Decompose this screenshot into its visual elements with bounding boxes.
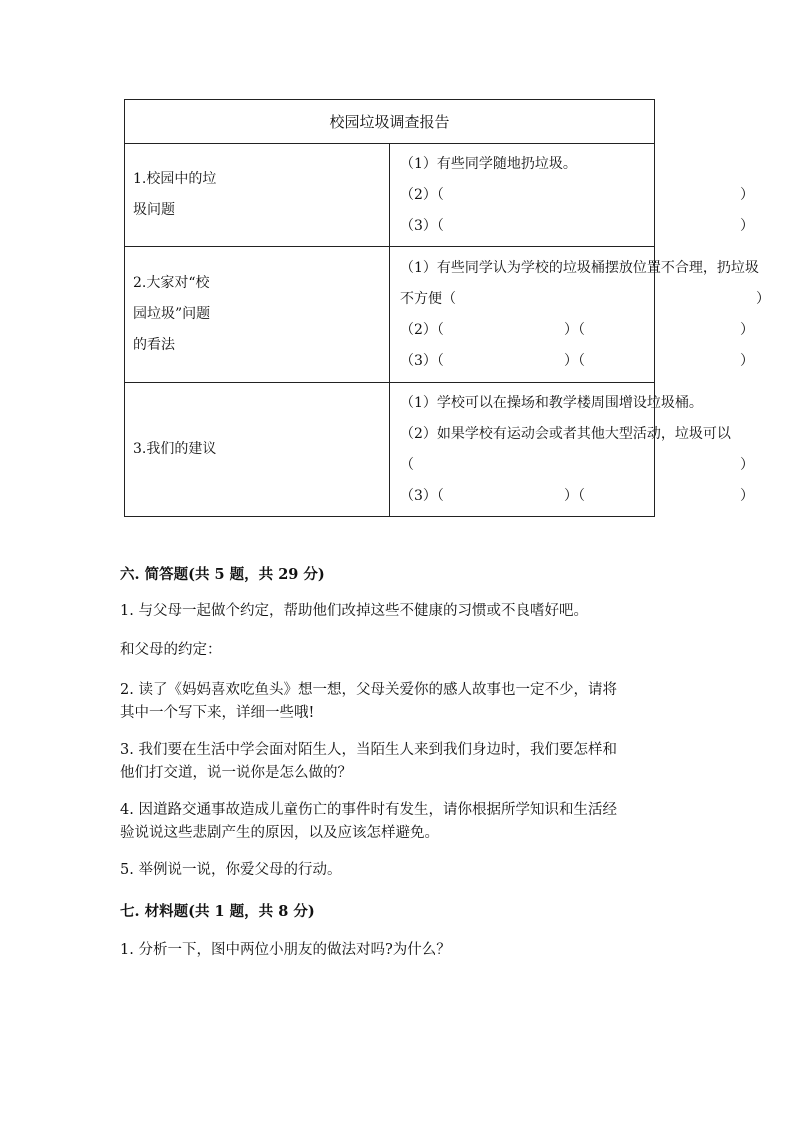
blank-close-paren: ） xyxy=(740,487,754,504)
item-line xyxy=(400,180,754,211)
item-text: 不方便（ xyxy=(400,290,456,307)
item-line: （2）如果学校有运动会或者其他大型活动，垃圾可以 xyxy=(400,425,731,442)
answer-label: 和父母的约定： xyxy=(120,642,222,658)
item-line xyxy=(400,346,754,377)
blank-close-paren: ） xyxy=(740,456,754,473)
table-title: 校园垃圾调查报告 xyxy=(125,100,655,144)
item-line xyxy=(400,211,754,242)
question-text: 3. 我们要在生活中学会面对陌生人，当陌生人来到我们身边时，我们要怎样和 xyxy=(120,742,617,758)
row-content xyxy=(390,247,770,383)
item-line xyxy=(400,284,770,315)
item-line xyxy=(400,315,754,346)
question-text: 2. 读了《妈妈喜欢吃鱼头》想一想，父母关爱你的感人故事也一定不少，请将 xyxy=(120,682,617,698)
row-label-line: 1.校园中的垃 xyxy=(133,171,217,187)
item-text: （3）（ xyxy=(400,352,444,369)
item-text: （3）（ xyxy=(400,217,444,234)
item-text: （ xyxy=(400,456,414,473)
survey-table xyxy=(124,99,770,517)
item-text: （2）（ xyxy=(400,321,444,338)
blank-close-paren: ） xyxy=(740,186,754,203)
question-text: 1. 与父母一起做个约定，帮助他们改掉这些不健康的习惯或不良嗜好吧。 xyxy=(120,603,588,619)
row-content xyxy=(390,383,754,517)
row-label-line: 3.我们的建议 xyxy=(133,441,217,457)
blank-mid-paren: ）（ xyxy=(564,352,585,369)
row-label-line: 2.大家对“校 xyxy=(133,275,210,291)
table-row xyxy=(125,383,655,517)
question-text: 他们打交道，说一说你是怎么做的？ xyxy=(120,765,352,781)
blank-mid-paren: ）（ xyxy=(564,487,585,504)
blank-close-paren: ） xyxy=(740,321,754,338)
blank-mid-paren: ）（ xyxy=(564,321,585,338)
table-row xyxy=(125,247,655,383)
row-label xyxy=(125,247,390,383)
row-content xyxy=(390,144,754,247)
table-row xyxy=(125,144,655,247)
blank-close-paren: ） xyxy=(740,352,754,369)
blank-close-paren: ） xyxy=(756,290,770,307)
row-label-line: 的看法 xyxy=(133,337,175,353)
section-heading: 六. 简答题(共 5 题，共 29 分) xyxy=(120,566,325,583)
item-line: （1）有些同学认为学校的垃圾桶摆放位置不合理，扔垃圾 xyxy=(400,259,759,276)
item-line: （1）有些同学随地扔垃圾。 xyxy=(400,155,577,172)
question-text: 1. 分析一下，图中两位小朋友的做法对吗?为什么？ xyxy=(120,942,451,958)
row-label xyxy=(125,383,390,517)
question-text: 4. 因道路交通事故造成儿童伤亡的事件时有发生，请你根据所学知识和生活经 xyxy=(120,802,617,818)
item-text: （2）（ xyxy=(400,186,444,203)
row-label-line: 园垃圾”问题 xyxy=(133,306,211,322)
section-heading: 七. 材料题(共 1 题，共 8 分) xyxy=(120,903,315,920)
question-text: 5. 举例说一说，你爱父母的行动。 xyxy=(120,862,342,878)
row-label xyxy=(125,144,390,247)
question-text: 验说说这些悲剧产生的原因，以及应该怎样避免。 xyxy=(120,825,439,841)
blank-close-paren: ） xyxy=(740,217,754,234)
item-line xyxy=(400,450,754,481)
item-line: （1）学校可以在操场和教学楼周围增设垃圾桶。 xyxy=(400,394,703,411)
question-text: 其中一个写下来，详细一些哦! xyxy=(120,705,315,721)
item-text: （3）（ xyxy=(400,487,444,504)
row-label-line: 圾问题 xyxy=(133,202,175,218)
item-line xyxy=(400,481,754,512)
